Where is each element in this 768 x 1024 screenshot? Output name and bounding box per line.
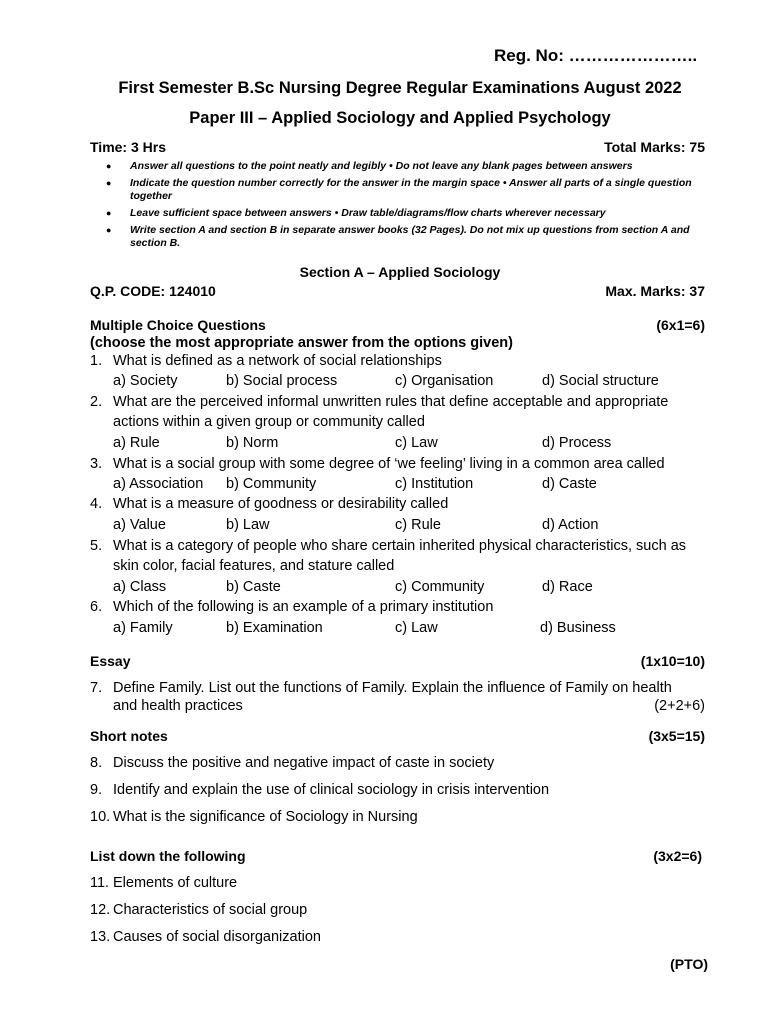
- question-text: Causes of social disorganization: [113, 929, 321, 945]
- question-number: 4.: [90, 496, 103, 512]
- option-b: b) Community: [226, 476, 317, 492]
- list-heading-row: [90, 848, 702, 864]
- paper-title: Paper III – Applied Sociology and Applied Psychology: [189, 109, 611, 127]
- option-c: c) Law: [395, 620, 438, 636]
- question-text: What is a measure of goodness or desirability called: [113, 496, 449, 512]
- essay-marks: (1x10=10): [640, 653, 705, 669]
- question-number: 5.: [90, 538, 103, 554]
- mcq-heading: Multiple Choice Questions: [90, 317, 266, 333]
- question-number: 12.: [90, 902, 111, 918]
- option-a: a) Class: [113, 579, 167, 595]
- question-text: What is a social group with some degree of ‘we feeling’ living in a common area called: [113, 456, 665, 472]
- option-b: b) Social process: [226, 373, 338, 389]
- option-a: a) Society: [113, 373, 178, 389]
- question-number: 3.: [90, 456, 103, 472]
- max-marks: Max. Marks: 37: [605, 283, 705, 299]
- question-text: What is a category of people who share certain inherited physical characteristics, such as: [113, 538, 687, 554]
- pto-label: (PTO): [670, 956, 708, 972]
- option-a: a) Family: [113, 620, 173, 636]
- instruction-item: ● Answer all questions to the point neatly and legibly • Do not leave any blank pages between answers: [106, 160, 706, 173]
- option-b: b) Law: [226, 517, 270, 533]
- reg-no: Reg. No: …………………..: [494, 46, 698, 65]
- question-text: Characteristics of social group: [113, 902, 308, 918]
- mcq-marks: (6x1=6): [656, 317, 705, 333]
- option-c: c) Law: [395, 435, 438, 451]
- time: Time: 3 Hrs: [90, 139, 166, 155]
- short-notes-marks: (3x5=15): [648, 728, 705, 744]
- question-number: 8.: [90, 755, 103, 771]
- question-number: 1.: [90, 353, 103, 369]
- question-text: Which of the following is an example of a primary institution: [113, 599, 494, 615]
- instructions: [106, 160, 706, 254]
- question-text: Elements of culture: [113, 875, 238, 891]
- option-b: b) Caste: [226, 579, 281, 595]
- option-d: d) Process: [542, 435, 612, 451]
- question-number: 6.: [90, 599, 103, 615]
- question-text: Define Family. List out the functions of Family. Explain the influence of Family on health: [113, 680, 672, 696]
- instruction-item: ● Indicate the question number correctly for the answer in the margin space • Answer all parts of a single question together: [106, 177, 706, 203]
- short-notes-heading-row: [90, 728, 705, 744]
- mcq-heading-row: [90, 317, 705, 333]
- option-d: d) Caste: [542, 476, 597, 492]
- option-c: c) Community: [395, 579, 485, 595]
- qp-code: Q.P. CODE: 124010: [90, 283, 216, 299]
- essay-heading-row: [90, 653, 705, 669]
- instruction-item: ● Write section A and section B in separate answer books (32 Pages). Do not mix up questions from section A and section B.: [106, 224, 706, 250]
- essay-heading: Essay: [90, 653, 131, 669]
- question-number: 13.: [90, 929, 111, 945]
- list-heading: List down the following: [90, 848, 246, 864]
- option-b: b) Norm: [226, 435, 279, 451]
- total-marks: Total Marks: 75: [604, 139, 705, 155]
- option-a: a) Association: [113, 476, 204, 492]
- option-a: a) Value: [113, 517, 166, 533]
- option-c: c) Rule: [395, 517, 441, 533]
- question-text-cont: actions within a given group or community called: [113, 414, 425, 430]
- question-text-cont: and health practices: [113, 698, 243, 714]
- question-text: What are the perceived informal unwritten rules that define acceptable and appropriate: [113, 394, 669, 410]
- option-b: b) Examination: [226, 620, 323, 636]
- short-notes-heading: Short notes: [90, 728, 168, 744]
- option-a: a) Rule: [113, 435, 160, 451]
- question-text: What is the significance of Sociology in Nursing: [113, 809, 418, 825]
- question-text: Discuss the positive and negative impact of caste in society: [113, 755, 495, 771]
- essay-mark-split: (2+2+6): [654, 698, 705, 714]
- option-d: d) Business: [540, 620, 616, 636]
- question-number: 7.: [90, 680, 103, 696]
- option-c: c) Institution: [395, 476, 474, 492]
- option-c: c) Organisation: [395, 373, 494, 389]
- option-d: d) Social structure: [542, 373, 659, 389]
- mcq-subheading: (choose the most appropriate answer from the options given): [90, 335, 513, 351]
- exam-title: First Semester B.Sc Nursing Degree Regular Examinations August 2022: [118, 79, 682, 97]
- qp-code-row: [90, 283, 705, 299]
- question-number: 2.: [90, 394, 103, 410]
- option-d: d) Action: [542, 517, 599, 533]
- instruction-item: ● Leave sufficient space between answers • Draw table/diagrams/flow charts wherever necessary: [106, 207, 706, 220]
- question-number: 11.: [90, 875, 110, 891]
- time-marks-row: [90, 139, 705, 155]
- section-title: Section A – Applied Sociology: [299, 264, 501, 280]
- option-d: d) Race: [542, 579, 593, 595]
- question-number: 9.: [90, 782, 103, 798]
- question-text-cont: skin color, facial features, and stature called: [113, 558, 395, 574]
- question-number: 10.: [90, 809, 111, 825]
- question-text: What is defined as a network of social relationships: [113, 353, 442, 369]
- list-marks: (3x2=6): [653, 848, 702, 864]
- question-text: Identify and explain the use of clinical sociology in crisis intervention: [113, 782, 550, 798]
